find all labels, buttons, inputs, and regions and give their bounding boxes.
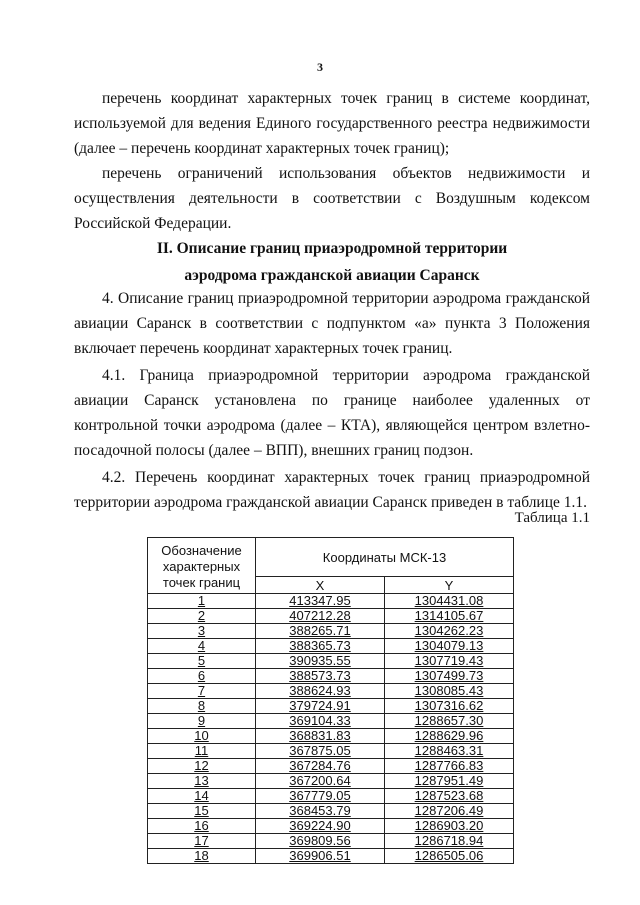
y-coordinate-cell: 1286718.94 [385, 834, 514, 849]
point-number-cell: 8 [148, 699, 256, 714]
x-coordinate-cell: 390935.55 [256, 654, 385, 669]
x-coordinate-cell: 367200.64 [256, 774, 385, 789]
table-row [148, 789, 514, 804]
point-number-cell: 6 [148, 669, 256, 684]
table-row [148, 729, 514, 744]
section-heading-line-1: II. Описание границ приаэродромной территории [156, 240, 508, 257]
coordinates-table-body [148, 594, 514, 864]
body-top [74, 86, 590, 236]
header-coordinates: Координаты МСК-13 [256, 538, 514, 577]
y-coordinate-cell: 1314105.67 [385, 609, 514, 624]
point-number-cell: 14 [148, 789, 256, 804]
x-coordinate-cell: 407212.28 [256, 609, 385, 624]
y-coordinate-cell: 1287766.83 [385, 759, 514, 774]
table-row [148, 714, 514, 729]
page-number: 3 [317, 60, 323, 74]
x-coordinate-cell: 369104.33 [256, 714, 385, 729]
point-number-cell: 7 [148, 684, 256, 699]
paragraph-restrictions-list: перечень ограничений использования объектов недвижимости и осуществления деятельности в соответствии с Воздушным кодексом Российской Федерации. [74, 165, 590, 232]
header-x: X [256, 577, 385, 594]
paragraph-4-2: 4.2. Перечень координат характерных точек границ приаэродромной территории аэродрома гражданской авиации Саранск приведен в таблице 1.1. [74, 469, 590, 511]
x-coordinate-cell: 388365.73 [256, 639, 385, 654]
point-number-cell: 16 [148, 819, 256, 834]
x-coordinate-cell: 367284.76 [256, 759, 385, 774]
y-coordinate-cell: 1304431.08 [385, 594, 514, 609]
point-number-cell: 12 [148, 759, 256, 774]
table-row [148, 849, 514, 864]
table-caption: Таблица 1.1 [514, 510, 590, 526]
x-coordinate-cell: 368831.83 [256, 729, 385, 744]
table-row [148, 759, 514, 774]
x-coordinate-cell: 369809.56 [256, 834, 385, 849]
table-row [148, 654, 514, 669]
point-number-cell: 9 [148, 714, 256, 729]
x-coordinate-cell: 388265.71 [256, 624, 385, 639]
table-row [148, 609, 514, 624]
point-number-cell: 1 [148, 594, 256, 609]
point-number-cell: 13 [148, 774, 256, 789]
y-coordinate-cell: 1287951.49 [385, 774, 514, 789]
section-heading-line-2: аэродрома гражданской авиации Саранск [184, 267, 480, 284]
y-coordinate-cell: 1304262.23 [385, 624, 514, 639]
y-coordinate-cell: 1288629.96 [385, 729, 514, 744]
table-row [148, 624, 514, 639]
table-row [148, 684, 514, 699]
paragraph-4-1: 4.1. Граница приаэродромной территории аэродрома гражданской авиации Саранск установлена по границе наиболее удаленных от контрольной точки аэродрома (далее – КТА), являющейся центром взлетно-посадочной полосы (далее – ВПП), внешних границ подзон. [74, 367, 590, 459]
section-heading [74, 235, 590, 289]
point-number-cell: 10 [148, 729, 256, 744]
x-coordinate-cell: 368453.79 [256, 804, 385, 819]
point-number-cell: 3 [148, 624, 256, 639]
x-coordinate-cell: 369224.90 [256, 819, 385, 834]
table-row [148, 594, 514, 609]
point-number-cell: 15 [148, 804, 256, 819]
x-coordinate-cell: 367779.05 [256, 789, 385, 804]
coordinates-table [147, 537, 514, 864]
y-coordinate-cell: 1288463.31 [385, 744, 514, 759]
paragraph-coords-list: перечень координат характерных точек границ в системе координат, используемой для ведения Единого государственного реестра недвижимости (далее – перечень координат характерных точек границ); [74, 90, 590, 157]
table-row [148, 699, 514, 714]
point-number-cell: 18 [148, 849, 256, 864]
table-row [148, 744, 514, 759]
y-coordinate-cell: 1308085.43 [385, 684, 514, 699]
table-row [148, 834, 514, 849]
x-coordinate-cell: 369906.51 [256, 849, 385, 864]
y-coordinate-cell: 1304079.13 [385, 639, 514, 654]
x-coordinate-cell: 379724.91 [256, 699, 385, 714]
y-coordinate-cell: 1307719.43 [385, 654, 514, 669]
table-row [148, 774, 514, 789]
x-coordinate-cell: 388624.93 [256, 684, 385, 699]
x-coordinate-cell: 413347.95 [256, 594, 385, 609]
paragraph-4: 4. Описание границ приаэродромной территории аэродрома гражданской авиации Саранск в соответствии с подпунктом «а» пункта 3 Положения включает перечень координат характерных точек границ. [74, 290, 590, 357]
y-coordinate-cell: 1287523.68 [385, 789, 514, 804]
point-number-cell: 2 [148, 609, 256, 624]
table-row [148, 819, 514, 834]
point-number-cell: 5 [148, 654, 256, 669]
y-coordinate-cell: 1287206.49 [385, 804, 514, 819]
header-y: Y [385, 577, 514, 594]
body-bottom [74, 286, 590, 515]
point-number-cell: 4 [148, 639, 256, 654]
header-designation: Обозначение характерных точек границ [148, 538, 256, 594]
y-coordinate-cell: 1307316.62 [385, 699, 514, 714]
table-row [148, 639, 514, 654]
y-coordinate-cell: 1307499.73 [385, 669, 514, 684]
table-row [148, 804, 514, 819]
y-coordinate-cell: 1288657.30 [385, 714, 514, 729]
point-number-cell: 17 [148, 834, 256, 849]
y-coordinate-cell: 1286505.06 [385, 849, 514, 864]
x-coordinate-cell: 367875.05 [256, 744, 385, 759]
table-row [148, 669, 514, 684]
y-coordinate-cell: 1286903.20 [385, 819, 514, 834]
x-coordinate-cell: 388573.73 [256, 669, 385, 684]
point-number-cell: 11 [148, 744, 256, 759]
